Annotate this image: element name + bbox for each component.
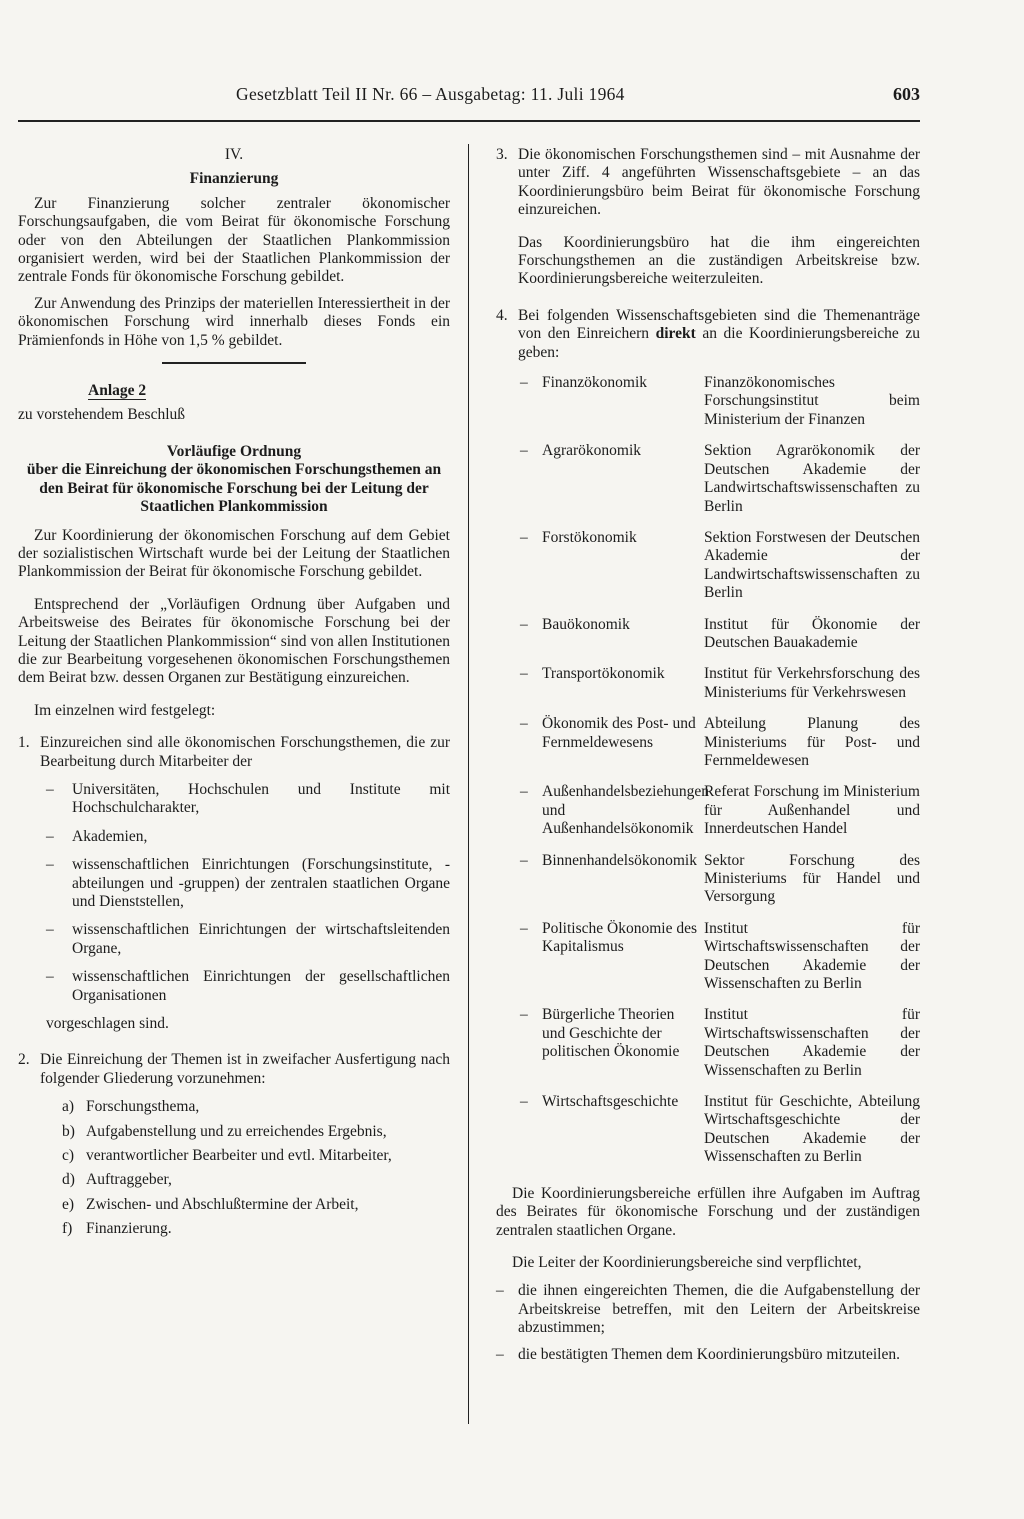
table-row: – Finanzökonomik Finanzökonomisches Forschungsinstitut beim Ministerium der Finanzen	[520, 374, 920, 428]
responsible-body: Abteilung Planung des Ministeriums für Post- und Fernmeldewesen	[704, 715, 920, 769]
list-item: – Akademien,	[46, 827, 148, 845]
list-item: – wissenschaftlichen Einrichtungen (Forschungsinstitute, -abteilungen und -gruppen) der zentralen staatlichen Organe und Dienststellen,	[46, 856, 450, 910]
right-column	[496, 146, 920, 1364]
emphasis-direkt: direkt	[655, 325, 696, 343]
science-area: Außenhandelsbeziehungen und Außenhandelsökonomik	[542, 783, 709, 838]
section-number: IV.	[224, 146, 244, 163]
science-area: Binnenhandelsökonomik	[542, 851, 697, 869]
responsible-body: Referat Forschung im Ministerium für Außenhandel und Innerdeutschen Handel	[704, 783, 920, 838]
list-item: e) Zwischen- und Abschlußtermine der Arbeit,	[62, 1195, 359, 1213]
list-item: f) Finanzierung.	[62, 1220, 172, 1238]
list-item: d) Auftraggeber,	[62, 1171, 172, 1189]
item-text: Einzureichen sind alle ökonomischen Forschungsthemen, die zur Bearbeitung durch Mitarbeiter der	[40, 734, 450, 770]
item-closing: vorgeschlagen sind.	[46, 1015, 169, 1033]
table-row: – Außenhandelsbeziehungen und Außenhandelsökonomik Referat Forschung im Ministerium für Außenhandel und Innerdeutschen Handel	[520, 783, 920, 838]
science-area: Forstökonomik	[542, 528, 637, 546]
table-row: – Wirtschaftsgeschichte Institut für Geschichte, Abteilung Wirtschaftsgeschichte der Deutschen Akademie der Wissenschaften zu Berlin	[520, 1093, 920, 1166]
responsible-body: Institut für Wirtschaftswissenschaften der Deutschen Akademie der Wissenschaften zu Berlin	[704, 919, 920, 993]
column-divider	[468, 144, 469, 1424]
responsible-body: Sektion Forstwesen der Deutschen Akademie der Landwirtschaftswissenschaften zu Berlin	[704, 528, 920, 602]
item-text: Das Koordinierungsbüro hat die ihm eingereichten Forschungsthemen an die zuständigen Arbeitskreise bzw. Koordinierungsbereiche weiterzuleiten.	[518, 233, 920, 288]
table-row: – Agrarökonomik Sektion Agrarökonomik der Deutschen Akademie der Landwirtschaftswissenschaften zu Berlin	[520, 442, 920, 515]
table-row: – Ökonomik des Post- und Fernmeldewesens Abteilung Planung des Ministeriums für Post- und Fernmeldewesen	[520, 715, 920, 769]
list-item: – Universitäten, Hochschulen und Institute mit Hochschulcharakter,	[46, 780, 450, 817]
table-row: – Politische Ökonomie des Kapitalismus Institut für Wirtschaftswissenschaften der Deutschen Akademie der Wissenschaften zu Berlin	[520, 919, 920, 993]
table-row: – Transportökonomik Institut für Verkehrsforschung des Ministeriums für Verkehrswesen	[520, 665, 920, 701]
paragraph: Im einzelnen wird festgelegt:	[34, 701, 216, 719]
left-column	[18, 146, 450, 1239]
annex-subtitle: zu vorstehendem Beschluß	[18, 406, 186, 424]
responsible-body: Finanzökonomisches Forschungsinstitut beim Ministerium der Finanzen	[704, 374, 920, 428]
responsible-body: Institut für Wirtschaftswissenschaften der Deutschen Akademie der Wissenschaften zu Berlin	[704, 1006, 920, 1079]
separator-rule	[162, 362, 306, 364]
responsible-body: Sektion Agrarökonomik der Deutschen Akademie der Landwirtschaftswissenschaften zu Berlin	[704, 442, 920, 515]
list-item: a) Forschungsthema,	[62, 1098, 200, 1116]
science-area: Politische Ökonomie des Kapitalismus	[542, 919, 697, 956]
science-area: Bürgerliche Theorien und Geschichte der politischen Ökonomie	[542, 1006, 680, 1061]
list-item: b) Aufgabenstellung und zu erreichendes Ergebnis,	[62, 1122, 387, 1140]
lettered-list	[18, 1098, 450, 1238]
item-number: 3.	[496, 146, 508, 163]
item-number: 1.	[18, 734, 30, 752]
responsible-body: Institut für Geschichte, Abteilung Wirtschaftsgeschichte der Deutschen Akademie der Wissenschaften zu Berlin	[704, 1093, 920, 1166]
science-area: Finanzökonomik	[542, 374, 648, 392]
heading-line-1: Vorläufige Ordnung	[166, 442, 302, 460]
numbered-item-2	[18, 1051, 450, 1088]
table-row: – Bauökonomik Institut für Ökonomie der Deutschen Bauakademie	[520, 615, 920, 651]
paragraph: Zur Finanzierung solcher zentraler ökonomischer Forschungsaufgaben, die vom Beirat für ökonomische Forschung oder von den Abteilungen der Staatlichen Plankommission organisiert werden, wird bei der Staatlichen Plankommission der zentrale Fonds für ökonomische Forschung gebildet.	[18, 194, 450, 286]
annex-label: Anlage 2	[88, 382, 147, 400]
page-header	[18, 80, 920, 122]
table-row: – Bürgerliche Theorien und Geschichte der politischen Ökonomie Institut für Wirtschaftswissenschaften der Deutschen Akademie der Wissenschaften zu Berlin	[520, 1006, 920, 1079]
numbered-item-1	[18, 734, 450, 771]
paragraph: Entsprechend der „Vorläufigen Ordnung über Aufgaben und Arbeitsweise des Beirates für ökonomische Forschung bei der Leitung der Staatlichen Plankommission“ sind von allen Institutionen die zur Bearbeitung vorgesehenen ökonomischen Forschungsthemen dem Beirat bzw. dessen Organen zur Bestätigung einzureichen.	[18, 595, 450, 687]
table-row: – Forstökonomik Sektion Forstwesen der Deutschen Akademie der Landwirtschaftswissenschaften zu Berlin	[520, 528, 920, 602]
item-number: 2.	[18, 1051, 30, 1069]
paragraph: Zur Anwendung des Prinzips der materiellen Interessiertheit in der ökonomischen Forschung wird innerhalb dieses Fonds ein Prämienfonds in Höhe von 1,5 % gebildet.	[18, 294, 450, 349]
list-item: – die ihnen eingereichten Themen, die die Aufgabenstellung der Arbeitskreise betreffen, mit den Leitern der Arbeitskreise abzustimmen;	[496, 1282, 920, 1337]
heading-line-2: über die Einreichung der ökonomischen Forschungsthemen an den Beirat für ökonomische Forschung bei der Leitung der Staatlichen Plankommission	[26, 461, 442, 516]
table-row: – Binnenhandelsökonomik Sektor Forschung des Ministeriums für Handel und Versorgung	[520, 851, 920, 906]
list-item: – die bestätigten Themen dem Koordinierungsbüro mitzuteilen.	[496, 1345, 900, 1363]
responsible-body: Institut für Verkehrsforschung des Ministeriums für Verkehrswesen	[704, 665, 920, 701]
item-number: 4.	[496, 306, 508, 324]
numbered-item-4	[496, 307, 920, 362]
science-area: Bauökonomik	[542, 615, 630, 633]
science-area: Wirtschaftsgeschichte	[542, 1093, 679, 1111]
science-area: Agrarökonomik	[542, 442, 642, 460]
responsible-body: Sektor Forschung des Ministeriums für Handel und Versorgung	[704, 851, 920, 906]
responsible-body: Institut für Ökonomie der Deutschen Bauakademie	[704, 615, 920, 651]
list-item: c) verantwortlicher Bearbeiter und evtl. Mitarbeiter,	[62, 1147, 392, 1165]
science-area: Ökonomik des Post- und Fernmeldewesens	[542, 715, 696, 751]
item-text: Bei folgenden Wissenschaftsgebieten sind die Themenanträge von den Einreichern direkt an die Koordinierungsbereiche zu geben:	[518, 306, 920, 361]
item-text: Die ökonomischen Forschungsthemen sind – mit Ausnahme der unter Ziff. 4 angeführten Wissenschaftsgebiete – an das Koordinierungsbüro beim Beirat für ökonomische Forschung einzureichen.	[518, 146, 920, 219]
paragraph: Zur Koordinierung der ökonomischen Forschung auf dem Gebiet der sozialistischen Wirtschaft wurde bei der Leitung der Staatlichen Plankommission der Beirat für ökonomische Forschung gebildet.	[18, 526, 450, 581]
item-text: Die Einreichung der Themen ist in zweifacher Ausfertigung nach folgender Gliederung vorzunehmen:	[40, 1051, 450, 1087]
section-title: Finanzierung	[189, 170, 279, 188]
paragraph: Die Leiter der Koordinierungsbereiche sind verpflichtet,	[512, 1253, 862, 1271]
page-number: 603	[893, 84, 920, 104]
header-title: Gesetzblatt Teil II Nr. 66 – Ausgabetag: 11. Juli 1964	[236, 84, 625, 104]
numbered-item-3	[496, 146, 920, 289]
paragraph: Die Koordinierungsbereiche erfüllen ihre Aufgaben im Auftrag des Beirates für ökonomische Forschung und der zuständigen zentralen staatlichen Organe.	[496, 1184, 920, 1239]
list-item: – wissenschaftlichen Einrichtungen der wirtschaftsleitenden Organe,	[46, 921, 450, 957]
list-item: – wissenschaftlichen Einrichtungen der gesellschaftlichen Organisationen	[46, 968, 450, 1004]
dash-list	[18, 781, 450, 1005]
coordination-table	[496, 374, 920, 1167]
science-area: Transportökonomik	[542, 665, 665, 683]
